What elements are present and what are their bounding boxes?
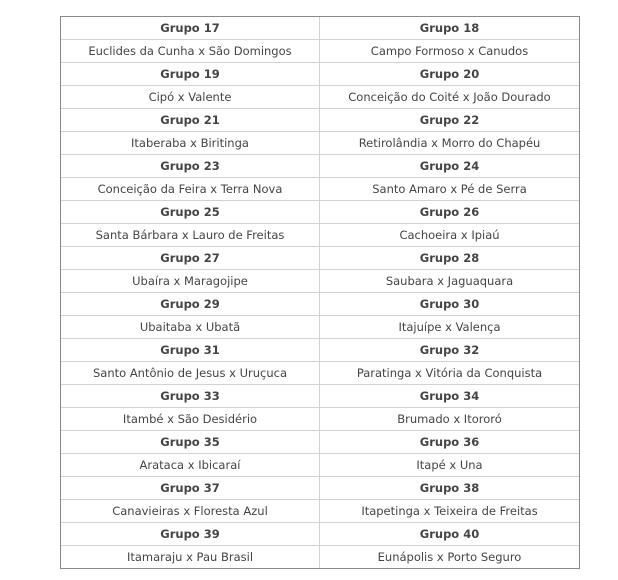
- match-cell: Itambé x São Desidério: [61, 408, 320, 431]
- group-label: Grupo 24: [320, 155, 580, 178]
- group-header-row: [61, 201, 580, 224]
- groups-table-container: [60, 16, 579, 569]
- match-row: [61, 408, 580, 431]
- match-row: [61, 224, 580, 247]
- match-cell: Santo Amaro x Pé de Serra: [320, 178, 580, 201]
- match-cell: Ubaitaba x Ubatã: [61, 316, 320, 339]
- group-label: Grupo 27: [61, 247, 320, 270]
- match-row: [61, 362, 580, 385]
- match-cell: Itapé x Una: [320, 454, 580, 477]
- match-cell: Conceição do Coité x João Dourado: [320, 86, 580, 109]
- group-label: Grupo 31: [61, 339, 320, 362]
- group-header-row: [61, 385, 580, 408]
- group-label: Grupo 26: [320, 201, 580, 224]
- group-label: Grupo 38: [320, 477, 580, 500]
- group-header-row: [61, 155, 580, 178]
- group-label: Grupo 22: [320, 109, 580, 132]
- match-cell: Brumado x Itororó: [320, 408, 580, 431]
- group-label: Grupo 21: [61, 109, 320, 132]
- match-row: [61, 454, 580, 477]
- match-row: [61, 86, 580, 109]
- group-header-row: [61, 109, 580, 132]
- group-label: Grupo 29: [61, 293, 320, 316]
- group-header-row: [61, 431, 580, 454]
- match-row: [61, 546, 580, 569]
- match-row: [61, 316, 580, 339]
- match-cell: Itaberaba x Biritinga: [61, 132, 320, 155]
- match-cell: Arataca x Ibicaraí: [61, 454, 320, 477]
- group-header-row: [61, 293, 580, 316]
- match-cell: Cipó x Valente: [61, 86, 320, 109]
- group-label: Grupo 37: [61, 477, 320, 500]
- group-label: Grupo 30: [320, 293, 580, 316]
- match-row: [61, 270, 580, 293]
- match-row: [61, 132, 580, 155]
- group-label: Grupo 32: [320, 339, 580, 362]
- match-cell: Santo Antônio de Jesus x Uruçuca: [61, 362, 320, 385]
- group-label: Grupo 40: [320, 523, 580, 546]
- match-cell: Santa Bárbara x Lauro de Freitas: [61, 224, 320, 247]
- match-cell: Cachoeira x Ipiaú: [320, 224, 580, 247]
- match-cell: Ubaíra x Maragojipe: [61, 270, 320, 293]
- group-header-row: [61, 477, 580, 500]
- group-label: Grupo 19: [61, 63, 320, 86]
- match-cell: Itamaraju x Pau Brasil: [61, 546, 320, 569]
- group-label: Grupo 20: [320, 63, 580, 86]
- group-label: Grupo 28: [320, 247, 580, 270]
- group-label: Grupo 34: [320, 385, 580, 408]
- group-label: Grupo 17: [61, 17, 320, 40]
- match-cell: Canavieiras x Floresta Azul: [61, 500, 320, 523]
- group-label: Grupo 25: [61, 201, 320, 224]
- group-header-row: [61, 63, 580, 86]
- match-cell: Retirolândia x Morro do Chapéu: [320, 132, 580, 155]
- match-row: [61, 178, 580, 201]
- match-cell: Itapetinga x Teixeira de Freitas: [320, 500, 580, 523]
- group-label: Grupo 35: [61, 431, 320, 454]
- group-header-row: [61, 339, 580, 362]
- match-cell: Campo Formoso x Canudos: [320, 40, 580, 63]
- group-label: Grupo 36: [320, 431, 580, 454]
- match-cell: Euclides da Cunha x São Domingos: [61, 40, 320, 63]
- match-cell: Eunápolis x Porto Seguro: [320, 546, 580, 569]
- group-header-row: [61, 247, 580, 270]
- group-label: Grupo 23: [61, 155, 320, 178]
- match-row: [61, 500, 580, 523]
- group-label: Grupo 39: [61, 523, 320, 546]
- match-cell: Itajuípe x Valença: [320, 316, 580, 339]
- group-label: Grupo 33: [61, 385, 320, 408]
- match-row: [61, 40, 580, 63]
- group-label: Grupo 18: [320, 17, 580, 40]
- groups-table: [60, 16, 580, 569]
- match-cell: Saubara x Jaguaquara: [320, 270, 580, 293]
- match-cell: Conceição da Feira x Terra Nova: [61, 178, 320, 201]
- match-cell: Paratinga x Vitória da Conquista: [320, 362, 580, 385]
- group-header-row: [61, 17, 580, 40]
- group-header-row: [61, 523, 580, 546]
